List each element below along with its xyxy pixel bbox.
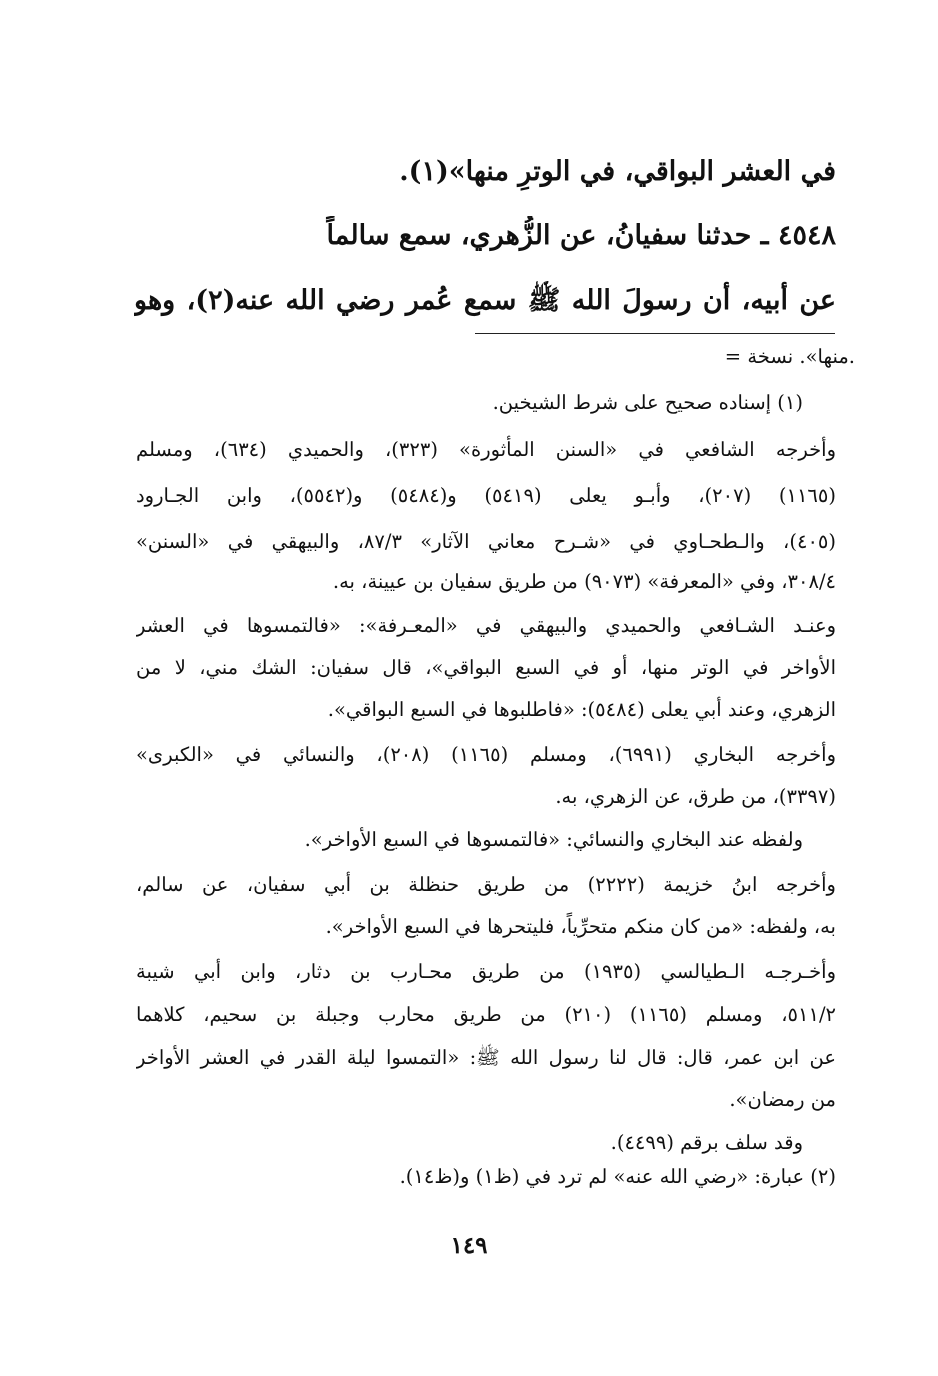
footnote-line: الأواخر في الوتر منها، أو في السبع البواقي»، قال سفيان: الشك مني، لا من (136, 656, 836, 679)
footnote-line: ٣٠٨/٤، وفي «المعرفة» (٩٠٧٣) من طريق سفيان بن عيينة، به. (332, 570, 836, 593)
footnote-line: وعنـد الشـافعي والحميدي والبيهقي في «المعـرفة»: «فالتمسوها في العشر (136, 614, 836, 637)
footnote-line: وأخرجه البخاري (٦٩٩١)، ومسلم (١١٦٥) (٢٠٨)، والنسائي في «الكبرى» (136, 743, 836, 766)
footnote-line: وأخـرجـه الـطيالسي (١٩٣٥) من طريق محـارب بن دثار، وابن أبي شيبة (136, 960, 836, 983)
footnote-continuation: = منها». نسخة. (724, 345, 855, 368)
footnote-line: (٣٣٩٧)، من طرق، عن الزهري، به. (555, 785, 836, 808)
main-text-line-3: عن أبيه، أن رسولَ الله ﷺ سمع عُمر رضي الله عنه(٢)، وهو (134, 285, 836, 316)
footnote-line: به، ولفظه: «من كان منكم متحرِّياً، فليتحرها في السبع الأواخر». (325, 915, 836, 938)
main-text-line-2: ٤٥٤٨ ـ حدثنا سفيانُ، عن الزُّهري، سمع سالماً (326, 220, 836, 251)
page-number: ١٤٩ (450, 1232, 488, 1259)
footnote-line: (٤٠٥)، والـطحـاوي في «شـرح معاني الآثار» ٨٧/٣، والبيهقي في «السنن» (136, 530, 836, 553)
footnote-line: (١١٦٥) (٢٠٧)، وأبـو يعلى (٥٤١٩) و(٥٤٨٤) و(٥٥٤٢)، وابن الجـارود (136, 484, 836, 507)
footnote-line: الزهري، وعند أبي يعلى (٥٤٨٤): «فاطلبوها في السبع البواقي». (327, 698, 836, 721)
footnote-separator (475, 333, 835, 334)
footnote-line: (٢) عبارة: «رضي الله عنه» لم ترد في (ظ١) و(ظ١٤). (399, 1165, 836, 1188)
footnote-line: عن ابن عمر، قال: قال لنا رسول الله ﷺ: «التمسوا ليلة القدر في العشر الأواخر (136, 1046, 836, 1069)
footnote-line: وقد سلف برقم (٤٤٩٩). (610, 1131, 803, 1154)
main-text-line-1: في العشر البواقي، في الوترِ منها»(١). (399, 156, 836, 187)
footnote-line: (١) إسناده صحيح على شرط الشيخين. (492, 391, 803, 414)
footnote-line: من رمضان». (729, 1088, 836, 1111)
footnote-line: ٥١١/٢، ومسلم (١١٦٥) (٢١٠) من طريق محارب وجبلة بن سحيم، كلاهما (136, 1003, 836, 1026)
footnote-line: ولفظه عند البخاري والنسائي: «فالتمسوها في السبع الأواخر». (304, 828, 803, 851)
footnote-line: وأخرجه ابنُ خزيمة (٢٢٢٢) من طريق حنظلة بن أبي سفيان، عن سالم، (136, 873, 836, 896)
footnote-line: وأخرجه الشافعي في «السنن المأثورة» (٣٢٣)، والحميدي (٦٣٤)، ومسلم (136, 438, 836, 461)
